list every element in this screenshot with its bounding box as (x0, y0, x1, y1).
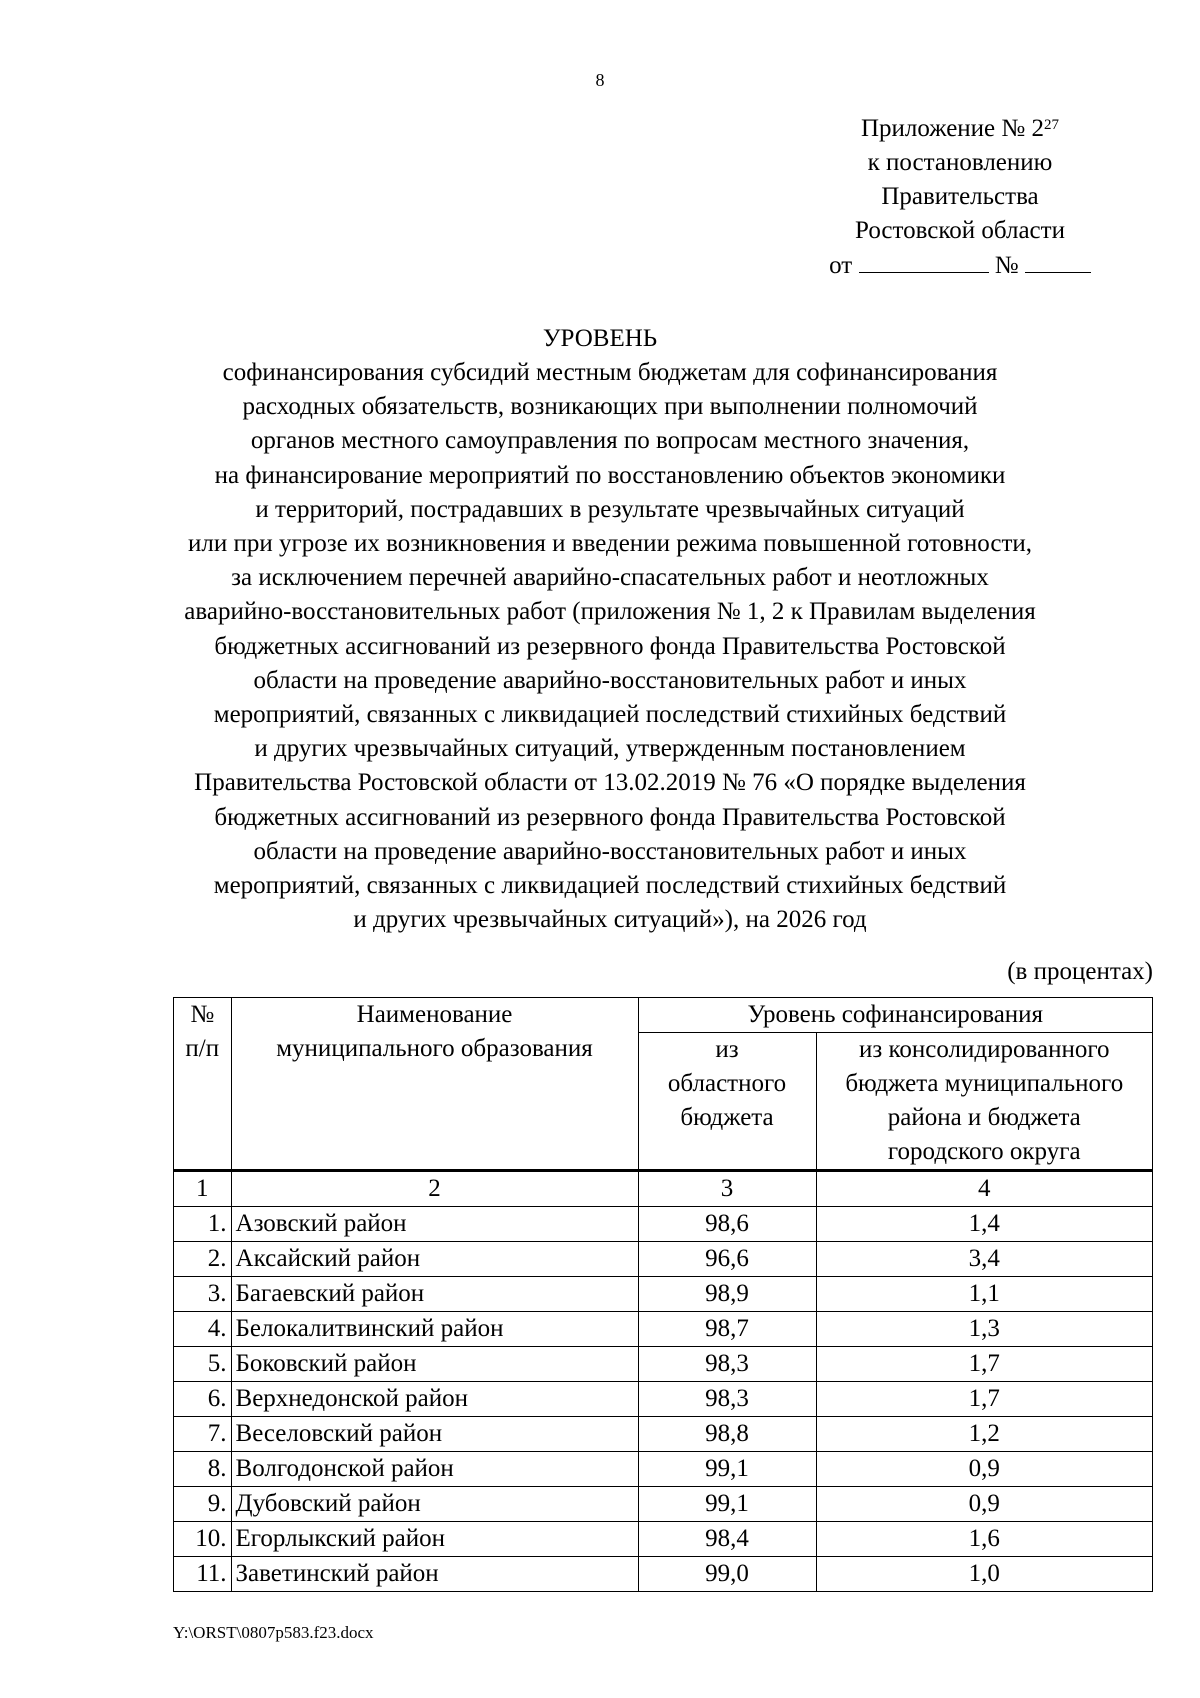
regional-budget-share: 99,0 (638, 1557, 816, 1592)
header-line: района и бюджета (887, 1104, 1081, 1131)
subtitle-line: бюджетных ассигнований из резервного фонда Правительства Ростовской (214, 632, 1006, 660)
local-budget-share: 1,6 (816, 1522, 1152, 1557)
regional-budget-share: 99,1 (638, 1452, 816, 1487)
header-line: областного (667, 1070, 787, 1097)
table-row (174, 1452, 1153, 1487)
row-number: 1. (174, 1207, 232, 1242)
header-num (174, 998, 232, 1171)
row-number: 2. (174, 1242, 232, 1277)
header-num-line: п/п (185, 1035, 220, 1062)
appendix-line-1 (780, 112, 1140, 146)
header-name (231, 998, 638, 1171)
local-budget-share: 1,7 (816, 1382, 1152, 1417)
municipality-name: Веселовский район (231, 1417, 638, 1452)
subtitle-line: Правительства Ростовской области от 13.02.2019 № 76 «О порядке выделения (194, 769, 1026, 797)
subtitle-line: органов местного самоуправления по вопросам местного значения, (250, 427, 970, 455)
appendix-line-4: Ростовской области (855, 217, 1065, 244)
row-number: 11. (174, 1557, 232, 1592)
subtitle-line: и других чрезвычайных ситуаций»), на 2026 год (353, 906, 867, 934)
regional-budget-share: 98,7 (638, 1312, 816, 1347)
municipality-name: Дубовский район (231, 1487, 638, 1522)
table-row (174, 1312, 1153, 1347)
municipality-name: Азовский район (231, 1207, 638, 1242)
row-number: 5. (174, 1347, 232, 1382)
header-row-1 (174, 998, 1153, 1033)
municipality-name: Белокалитвинский район (231, 1312, 638, 1347)
table-row (174, 1242, 1153, 1277)
header-num-line: № (190, 1001, 215, 1028)
subtitle-line: бюджетных ассигнований из резервного фонда Правительства Ростовской (214, 803, 1006, 831)
local-budget-share: 1,1 (816, 1277, 1152, 1312)
regional-budget-share: 98,3 (638, 1347, 816, 1382)
table-row (174, 1207, 1153, 1242)
local-budget-share: 1,7 (816, 1347, 1152, 1382)
regional-budget-share: 98,8 (638, 1417, 816, 1452)
municipality-name: Верхнедонской район (231, 1382, 638, 1417)
column-number: 2 (231, 1171, 638, 1207)
subtitle-line: на финансирование мероприятий по восстановлению объектов экономики (214, 461, 1006, 489)
number-prefix: № (994, 252, 1019, 279)
table-row (174, 1522, 1153, 1557)
cofinancing-table (173, 997, 1153, 1592)
row-number: 6. (174, 1382, 232, 1417)
subtitle-line: аварийно-восстановительных работ (приложения № 1, 2 к Правилам выделения (184, 598, 1036, 626)
header-name-line: Наименование (356, 1001, 513, 1028)
subtitle-line: мероприятий, связанных с ликвидацией последствий стихийных бедствий (213, 872, 1007, 900)
column-number: 3 (638, 1171, 816, 1207)
header-regional (638, 1033, 816, 1171)
local-budget-share: 1,2 (816, 1417, 1152, 1452)
subtitle-line: или при угрозе их возникновения и введении режима повышенной готовности, (187, 530, 1033, 558)
column-number-row (174, 1171, 1153, 1207)
local-budget-share: 1,0 (816, 1557, 1152, 1592)
header-line: из консолидированного (859, 1036, 1110, 1063)
subtitle-line: и территорий, пострадавших в результате чрезвычайных ситуаций (255, 495, 965, 523)
appendix-label: Приложение № 2 (860, 115, 1045, 142)
appendix-superscript: 27 (1044, 117, 1060, 133)
header-line: бюджета (680, 1104, 774, 1131)
table-row (174, 1487, 1153, 1522)
municipality-name: Боковский район (231, 1347, 638, 1382)
regional-budget-share: 99,1 (638, 1487, 816, 1522)
subtitle-line: за исключением перечней аварийно-спасательных работ и неотложных (231, 564, 989, 592)
regional-budget-share: 98,9 (638, 1277, 816, 1312)
header-local (816, 1033, 1152, 1171)
header-line: бюджета муниципального (845, 1070, 1124, 1097)
local-budget-share: 1,3 (816, 1312, 1152, 1347)
table-row (174, 1277, 1153, 1312)
row-number: 3. (174, 1277, 232, 1312)
page-number: 8 (595, 70, 605, 90)
regional-budget-share: 96,6 (638, 1242, 816, 1277)
local-budget-share: 1,4 (816, 1207, 1152, 1242)
regional-budget-share: 98,3 (638, 1382, 816, 1417)
appendix-line-5 (780, 248, 1140, 283)
row-number: 7. (174, 1417, 232, 1452)
subtitle-line: области на проведение аварийно-восстановительных работ и иных (253, 837, 967, 865)
row-number: 10. (174, 1522, 232, 1557)
appendix-line-2: к постановлению (867, 149, 1053, 176)
row-number: 9. (174, 1487, 232, 1522)
column-number: 1 (174, 1171, 232, 1207)
date-prefix: от (829, 252, 853, 279)
document-subtitle (160, 356, 1060, 937)
municipality-name: Багаевский район (231, 1277, 638, 1312)
table-row (174, 1557, 1153, 1592)
number-blank (1025, 248, 1091, 273)
subtitle-line: мероприятий, связанных с ликвидацией последствий стихийных бедствий (213, 701, 1007, 729)
units-label: (в процентах) (1007, 958, 1153, 985)
local-budget-share: 3,4 (816, 1242, 1152, 1277)
header-line: из (715, 1036, 739, 1063)
header-line: городского округа (887, 1138, 1081, 1165)
municipality-name: Волгодонской район (231, 1452, 638, 1487)
subtitle-line: и других чрезвычайных ситуаций, утвержденным постановлением (254, 735, 966, 763)
municipality-name: Егорлыкский район (231, 1522, 638, 1557)
municipality-name: Аксайский район (231, 1242, 638, 1277)
subtitle-line: софинансирования субсидий местным бюджетам для софинансирования (222, 359, 998, 386)
table-row (174, 1382, 1153, 1417)
local-budget-share: 0,9 (816, 1487, 1152, 1522)
header-name-line: муниципального образования (276, 1035, 593, 1062)
table-row (174, 1347, 1153, 1382)
appendix-line-3: Правительства (881, 183, 1039, 210)
file-path-footer: Y:\ORST\0807p583.f23.docx (173, 1623, 374, 1642)
subtitle-line: расходных обязательств, возникающих при выполнении полномочий (242, 393, 978, 421)
regional-budget-share: 98,4 (638, 1522, 816, 1557)
regional-budget-share: 98,6 (638, 1207, 816, 1242)
municipality-name: Заветинский район (231, 1557, 638, 1592)
document-title: УРОВЕНЬ (542, 325, 658, 352)
date-blank (859, 248, 989, 273)
row-number: 4. (174, 1312, 232, 1347)
column-number: 4 (816, 1171, 1152, 1207)
table-row (174, 1417, 1153, 1452)
row-number: 8. (174, 1452, 232, 1487)
local-budget-share: 0,9 (816, 1452, 1152, 1487)
appendix-block (780, 112, 1140, 283)
header-group: Уровень софинансирования (638, 998, 1152, 1033)
subtitle-line: области на проведение аварийно-восстановительных работ и иных (253, 666, 967, 694)
